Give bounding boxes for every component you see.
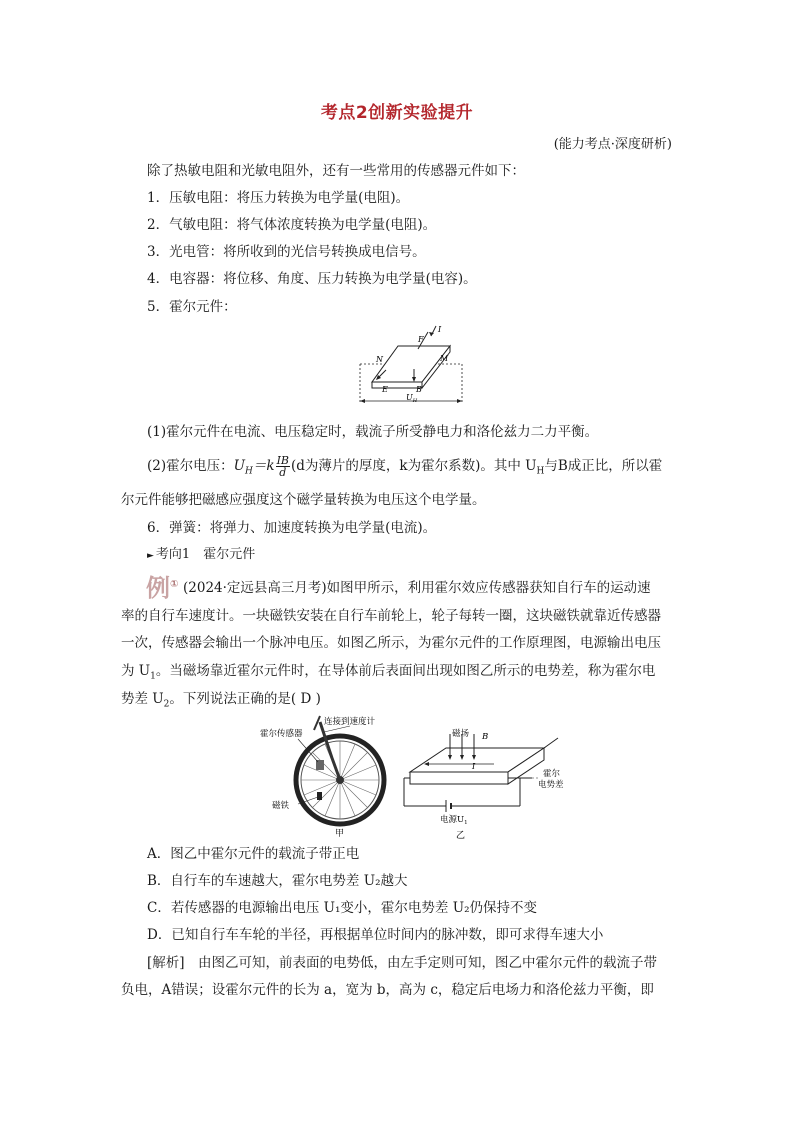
label-b: B: [416, 385, 422, 394]
example-mark: 例①: [146, 574, 179, 602]
example-line: 一次，传感器会输出一个脉冲电压。如图乙所示，为霍尔元件的工作原理图，电源输出电压: [121, 635, 661, 651]
para-hall-voltage: (2)霍尔电压：$U_H=k$ $\frac{IB}{d}$ (d为薄片的厚度，k为霍尔系数)。其中 $U_H$与B成正比，所以霍: [147, 454, 663, 479]
example-line: 势差 $U_2$。下列说法正确的是( D ): [121, 691, 321, 710]
list-item: 6．弹簧：将弹力、加速度转换为电学量(电流)。: [147, 520, 437, 536]
example-line: 为 $U_1$。当磁场靠近霍尔元件时，在导体前后表面间出现如图乙所示的电势差，称为霍尔电: [121, 663, 656, 682]
circuit-hall-label-2: 电势差: [538, 780, 564, 790]
label-e: E: [382, 385, 388, 394]
option-c: C．若传感器的电源输出电压 U₁变小，霍尔电势差 U₂仍保持不变: [147, 900, 538, 916]
para-hall-balance: (1)霍尔元件在电流、电压稳定时，载流子所受静电力和洛伦兹力二力平衡。: [147, 424, 599, 440]
bike-connect-label: 连接到速度计: [324, 717, 376, 727]
section-subtitle: (能力考点·深度研析): [553, 137, 672, 152]
label-n: N: [376, 355, 383, 364]
analysis-line: 负电，A错误；设霍尔元件的长为 a，宽为 b，高为 c，稳定后电场力和洛伦兹力平衡，即: [121, 982, 654, 998]
list-item: 2．气敏电阻：将气体浓度转换为电学量(电阻)。: [147, 217, 437, 233]
example-line: 率的自行车速度计。一块磁铁安装在自行车前轮上，轮子每转一圈，这块磁铁就靠近传感器: [121, 608, 661, 624]
bike-figure: [258, 712, 398, 840]
label-m: M: [440, 354, 449, 363]
list-item: 3．光电管：将所收到的光信号转换成电信号。: [147, 244, 426, 260]
circuit-hall-label: 霍尔: [543, 769, 561, 779]
option-d: D．已知自行车车轮的半径，再根据单位时间内的脉冲数，即可求得车速大小: [147, 927, 604, 943]
para-hall-voltage-cont: 尔元件能够把磁感应强度这个磁学量转换为电压这个电学量。: [121, 492, 486, 508]
list-item: 1．压敏电阻：将压力转换为电学量(电阻)。: [147, 190, 410, 206]
bike-figure-caption: 甲: [335, 829, 345, 839]
hall-element-figure: [350, 322, 470, 408]
list-item: 4．电容器：将位移、角度、压力转换为电学量(电容)。: [147, 271, 477, 287]
label-u: $U_H$: [406, 393, 418, 404]
direction-heading: ► 考向1 霍尔元件: [147, 547, 256, 562]
bike-sensor-label: 霍尔传感器: [260, 729, 303, 739]
example-line: (2024·定远县高三月考)如图甲所示，利用霍尔效应传感器获知自行车的运动速: [183, 580, 651, 596]
label-i: I: [438, 325, 442, 334]
intro-text: 除了热敏电阻和光敏电阻外，还有一些常用的传感器元件如下：: [147, 163, 525, 179]
circuit-field-label: 磁场: [452, 729, 470, 739]
analysis-line: [解析] 由图乙可知，前表面的电势低，由左手定则可知，图乙中霍尔元件的载流子带: [147, 955, 658, 971]
analysis-tag: [解析]: [147, 955, 185, 971]
section-title: 考点2创新实验提升: [320, 103, 474, 123]
circuit-i-label: I: [472, 762, 476, 771]
option-b: B．自行车的车速越大，霍尔电势差 U₂越大: [147, 873, 408, 889]
circuit-figure: [398, 724, 578, 842]
circuit-power-label: 电源$U_1$: [440, 815, 468, 826]
label-f: F: [418, 335, 424, 344]
circuit-b-label: B: [482, 732, 489, 742]
circuit-figure-caption: 乙: [456, 831, 466, 841]
option-a: A．图乙中霍尔元件的载流子带正电: [147, 846, 360, 862]
bike-magnet-label: 磁铁: [272, 801, 290, 811]
list-item: 5．霍尔元件：: [147, 299, 237, 315]
